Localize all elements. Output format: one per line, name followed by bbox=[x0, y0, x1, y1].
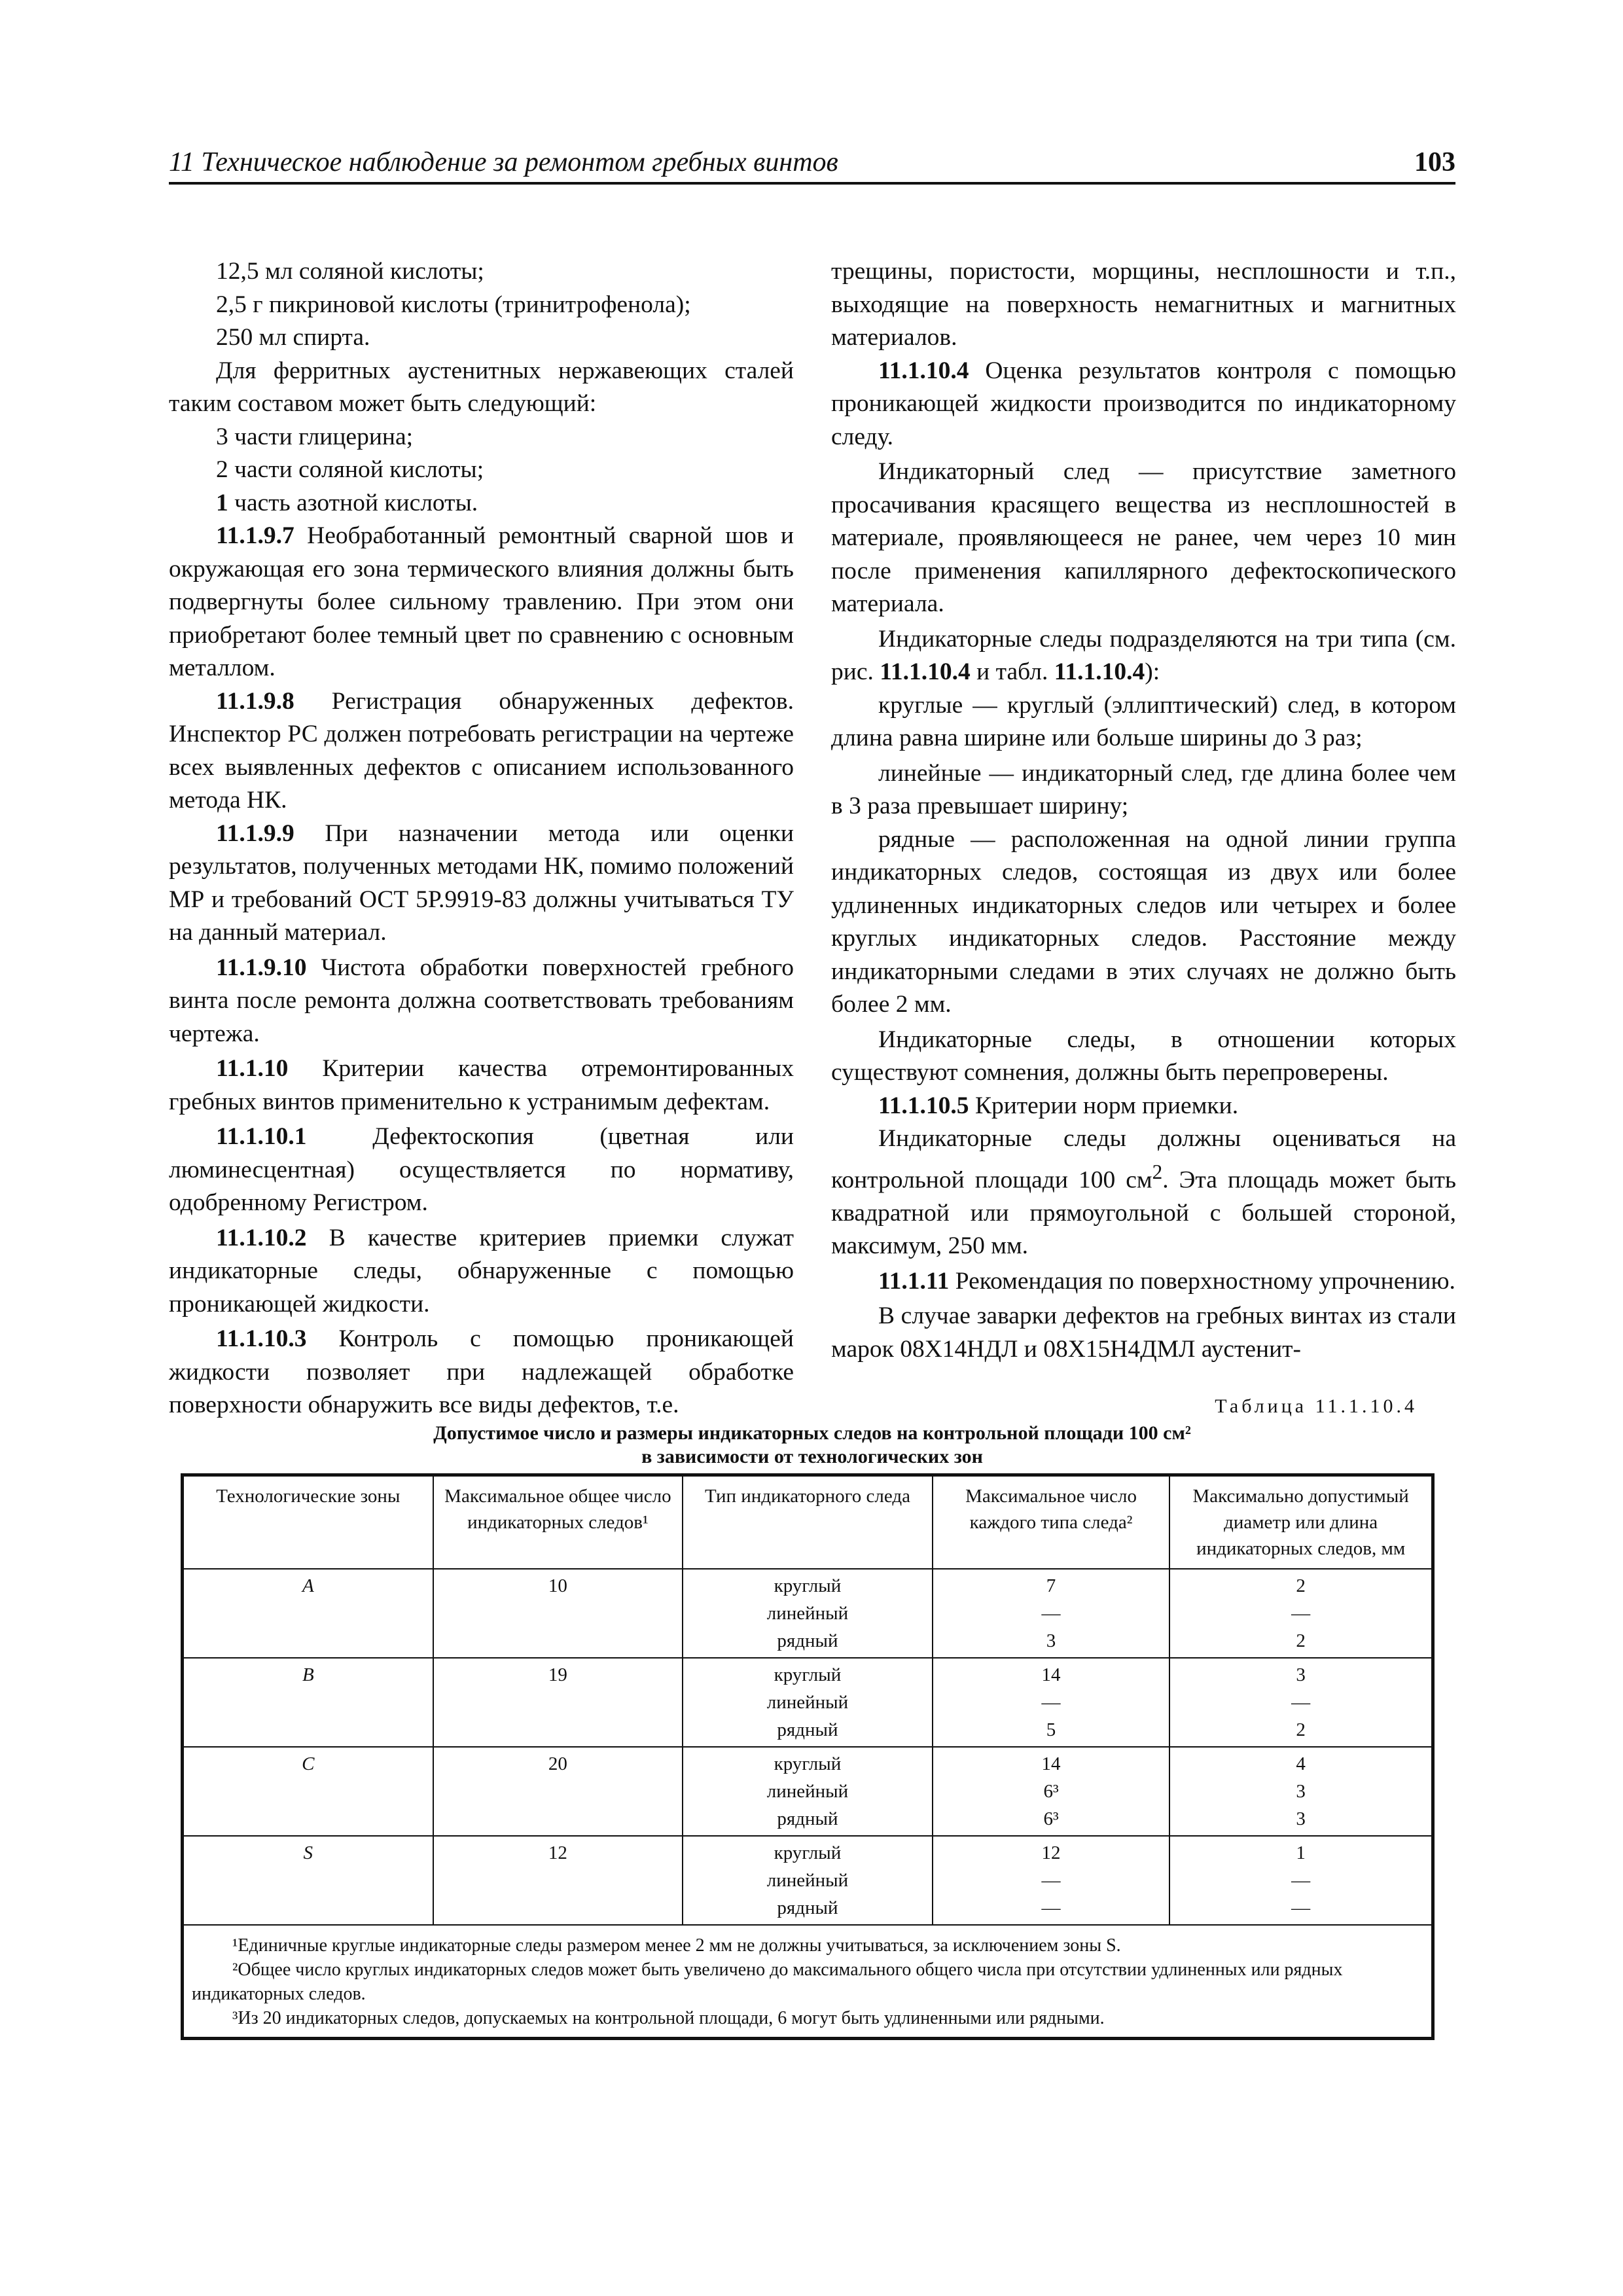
header-count: Максимальное число каждого типа следа² bbox=[933, 1476, 1170, 1569]
footnote: ³Из 20 индикаторных следов, допускаемых на контрольной площади, 6 могут быть удлиненными или рядными. bbox=[232, 2008, 1105, 2028]
table-notes-row bbox=[183, 1925, 1432, 2037]
count-value: 6³ bbox=[1043, 1781, 1059, 1802]
count-value: 7 bbox=[1046, 1575, 1056, 1596]
section-number: 11.1.10.5 bbox=[878, 1092, 969, 1119]
page-number: 103 bbox=[1414, 147, 1455, 177]
section-text: Оценка результатов контроля с помощью проникающей жидкости производится по индикаторному следу. bbox=[831, 357, 1456, 450]
paragraph-doubt: Индикаторные следы, в отношении которых существуют сомнения, должны быть перепроверены. bbox=[831, 1026, 1456, 1086]
reagent-text: часть азотной кислоты. bbox=[228, 489, 478, 516]
total-cell: 12 bbox=[433, 1836, 683, 1925]
section-text: Чистота обработки поверхностей гребного винта после ремонта должна соответствовать требованиям чертежа. bbox=[169, 954, 794, 1047]
table-reference: 11.1.10.4 bbox=[1054, 658, 1145, 685]
section-11-1-9-8 bbox=[169, 685, 794, 817]
section-text: Критерии качества отремонтированных гребных винтов применительно к устранимым дефектам. bbox=[169, 1055, 794, 1115]
reagent-line: 3 части глицерина; bbox=[216, 423, 414, 450]
page-header bbox=[169, 143, 1455, 185]
section-number: 11.1.11 bbox=[878, 1267, 950, 1295]
section-text: Регистрация обнаруженных дефектов. Инспектор РС должен потребовать регистрации на чертеже всех выявленных дефектов с описанием использованного метода НК. bbox=[169, 687, 794, 814]
reagent-count: 1 bbox=[216, 489, 228, 516]
size-value: — bbox=[1291, 1603, 1311, 1624]
text-run: и табл. bbox=[970, 658, 1054, 685]
section-11-1-9-9 bbox=[169, 817, 794, 950]
count-value: — bbox=[1041, 1692, 1061, 1713]
reagent-line: 2,5 г пикриновой кислоты (тринитрофенола); bbox=[216, 291, 691, 318]
size-value: — bbox=[1291, 1692, 1311, 1713]
size-value: 3 bbox=[1296, 1808, 1306, 1829]
count-value: 6³ bbox=[1043, 1808, 1059, 1829]
caption-line: в зависимости от технологических зон bbox=[641, 1446, 983, 1467]
count-value: — bbox=[1041, 1603, 1061, 1624]
table-row bbox=[183, 1569, 1432, 1658]
total-cell: 19 bbox=[433, 1658, 683, 1747]
paragraph-linear: линейные — индикаторный след, где длина более чем в 3 раза превышает ширину; bbox=[831, 759, 1456, 819]
section-text: При назначении метода или оценки результатов, полученных методами НК, помимо положений МР и требований ОСТ 5Р.9919-83 должны учитываться ТУ на данный материал. bbox=[169, 819, 794, 946]
footnote: ²Общее число круглых индикаторных следов может быть увеличено до максимального общего числа при отсутствии удлиненных или рядных индикаторных следов. bbox=[192, 1960, 1343, 2004]
count-cell bbox=[933, 1747, 1170, 1836]
left-column bbox=[169, 255, 794, 1422]
table-footnotes bbox=[183, 1925, 1432, 2037]
reagent-line: 2 части соляной кислоты; bbox=[216, 456, 484, 483]
count-cell bbox=[933, 1658, 1170, 1747]
reagent-line bbox=[169, 487, 794, 520]
table-caption bbox=[169, 1422, 1455, 1469]
table-header-row bbox=[183, 1476, 1432, 1569]
section-11-1-11 bbox=[831, 1265, 1456, 1299]
size-value: 2 bbox=[1296, 1575, 1306, 1596]
count-value: — bbox=[1041, 1870, 1061, 1891]
type-cell bbox=[683, 1658, 933, 1747]
type-cell bbox=[683, 1747, 933, 1836]
table-row bbox=[183, 1747, 1432, 1836]
count-value: 5 bbox=[1046, 1719, 1056, 1740]
type-row: рядный bbox=[777, 1897, 838, 1918]
figure-reference: 11.1.10.4 bbox=[880, 658, 971, 685]
section-text: Необработанный ремонтный сварной шов и окружающая его зона термического влияния должны быть подвергнуты более сильному травлению. При этом они приобретают более темный цвет по сравнению с основным металлом. bbox=[169, 522, 794, 681]
type-linear: линейный bbox=[766, 1781, 849, 1802]
size-cell bbox=[1169, 1658, 1432, 1747]
caption-line: Допустимое число и размеры индикаторных следов на контрольной площади 100 см² bbox=[433, 1422, 1191, 1444]
section-number: 11.1.9.7 bbox=[216, 522, 294, 549]
section-text: Контроль с помощью проникающей жидкости позволяет при надлежащей обработке поверхности обнаружить все виды дефектов, т.е. bbox=[169, 1325, 794, 1418]
type-linear: линейный bbox=[766, 1603, 849, 1624]
section-number: 11.1.10.2 bbox=[216, 1224, 307, 1251]
section-11-1-9-10 bbox=[169, 952, 794, 1051]
total-cell: 10 bbox=[433, 1569, 683, 1658]
zone-cell: S bbox=[183, 1836, 433, 1925]
count-value: — bbox=[1041, 1897, 1061, 1918]
section-11-1-10-5 bbox=[831, 1090, 1456, 1123]
size-value: — bbox=[1291, 1897, 1311, 1918]
section-number: 11.1.10.1 bbox=[216, 1123, 307, 1150]
text-run: . Эта площадь может быть квадратной или прямоугольной с большей стороной, максимум, 250 мм. bbox=[831, 1166, 1456, 1259]
size-value: 2 bbox=[1296, 1719, 1306, 1740]
size-value: — bbox=[1291, 1870, 1311, 1891]
superscript: 2 bbox=[1152, 1160, 1163, 1183]
size-cell bbox=[1169, 1747, 1432, 1836]
size-value: 2 bbox=[1296, 1630, 1306, 1651]
size-cell bbox=[1169, 1569, 1432, 1658]
type-cell bbox=[683, 1569, 933, 1658]
section-11-1-10-2 bbox=[169, 1222, 794, 1321]
count-value: 14 bbox=[1041, 1664, 1061, 1685]
type-round: круглый bbox=[774, 1842, 842, 1863]
type-row: рядный bbox=[777, 1719, 838, 1740]
type-round: круглый bbox=[774, 1753, 842, 1774]
type-linear: линейный bbox=[766, 1692, 849, 1713]
paragraph-trace-types bbox=[831, 623, 1456, 689]
paragraph-row: рядные — расположенная на одной линии группа индикаторных следов, состоящая из двух или более удлиненных индикаторных следов или четырех и более круглых индикаторных следов. Расстояние между индикаторными следами в этих случаях не должно быть более 2 мм. bbox=[831, 825, 1456, 1018]
size-value: 3 bbox=[1296, 1781, 1306, 1802]
paragraph-trace-definition: Индикаторный след — присутствие заметного просачивания красящего вещества из несплошностей в материале, проявляющееся не ранее, чем через 10 мин после применения капиллярного дефектоскопического материала. bbox=[831, 458, 1456, 617]
table-row bbox=[183, 1658, 1432, 1747]
paragraph-ferritic: Для ферритных аустенитных нержавеющих сталей таким составом может быть следующий: bbox=[169, 357, 794, 417]
right-column bbox=[831, 255, 1456, 1366]
reagent-line: 12,5 мл соляной кислоты; bbox=[216, 258, 484, 285]
header-type: Тип индикаторного следа bbox=[683, 1476, 933, 1569]
reagent-line: 250 мл спирта. bbox=[216, 324, 370, 351]
type-round: круглый bbox=[774, 1664, 842, 1685]
section-text: В качестве критериев приемки служат индикаторные следы, обнаруженные с помощью проникающей жидкости. bbox=[169, 1224, 794, 1318]
size-value: 4 bbox=[1296, 1753, 1306, 1774]
section-number: 11.1.10.4 bbox=[878, 357, 969, 384]
header-total: Максимальное общее число индикаторных следов¹ bbox=[433, 1476, 683, 1569]
count-value: 14 bbox=[1041, 1753, 1061, 1774]
paragraph-continuation: трещины, пористости, морщины, несплошности и т.п., выходящие на поверхность немагнитных и магнитных материалов. bbox=[831, 258, 1456, 351]
section-11-1-9-7 bbox=[169, 520, 794, 685]
count-value: 12 bbox=[1041, 1842, 1061, 1863]
size-value: 3 bbox=[1296, 1664, 1306, 1685]
section-number: 11.1.9.10 bbox=[216, 954, 307, 981]
section-text: Дефектоскопия (цветная или люминесцентная) осуществляется по нормативу, одобренному Регистром. bbox=[169, 1123, 794, 1216]
size-cell bbox=[1169, 1836, 1432, 1925]
section-number: 11.1.10.3 bbox=[216, 1325, 307, 1352]
text-run: ): bbox=[1145, 658, 1160, 685]
section-number: 11.1.10 bbox=[216, 1055, 289, 1082]
total-cell: 20 bbox=[433, 1747, 683, 1836]
count-cell bbox=[933, 1569, 1170, 1658]
type-linear: линейный bbox=[766, 1870, 849, 1891]
section-11-1-10-1 bbox=[169, 1121, 794, 1220]
count-cell bbox=[933, 1836, 1170, 1925]
paragraph-round: круглые — круглый (эллиптический) след, в котором длина равна ширине или больше ширины до 3 раз; bbox=[831, 691, 1456, 751]
size-value: 1 bbox=[1296, 1842, 1306, 1863]
count-value: 3 bbox=[1046, 1630, 1056, 1651]
paragraph-control-area bbox=[831, 1122, 1456, 1263]
header-zones: Технологические зоны bbox=[183, 1476, 433, 1569]
type-row: рядный bbox=[777, 1808, 838, 1829]
table-grid bbox=[183, 1475, 1433, 2038]
zone-cell: A bbox=[183, 1569, 433, 1658]
paragraph-welding: В случае заварки дефектов на гребных винтах из стали марок 08Х14НДЛ и 08Х15Н4ДМЛ аустенит- bbox=[831, 1302, 1456, 1363]
zone-cell: C bbox=[183, 1747, 433, 1836]
header-size: Максимально допустимый диаметр или длина индикаторных следов, мм bbox=[1169, 1476, 1432, 1569]
section-text: Рекомендация по поверхностному упрочнению. bbox=[949, 1267, 1455, 1295]
running-title: 11 Техническое наблюдение за ремонтом гребных винтов bbox=[169, 147, 838, 177]
footnote: ¹Единичные круглые индикаторные следы размером менее 2 мм не должны учитываться, за исключением зоны S. bbox=[232, 1935, 1121, 1956]
type-cell bbox=[683, 1836, 933, 1925]
type-row: рядный bbox=[777, 1630, 838, 1651]
section-number: 11.1.9.9 bbox=[216, 819, 294, 847]
section-number: 11.1.9.8 bbox=[216, 687, 294, 715]
section-11-1-10 bbox=[169, 1052, 794, 1119]
type-round: круглый bbox=[774, 1575, 842, 1596]
table-row bbox=[183, 1836, 1432, 1925]
text-run: Индикаторные следы должны оцениваться на контрольной площади 100 см bbox=[831, 1125, 1456, 1193]
section-text: Критерии норм приемки. bbox=[969, 1092, 1239, 1119]
zone-cell: B bbox=[183, 1658, 433, 1747]
section-11-1-10-4 bbox=[831, 355, 1456, 454]
table-label: Таблица 11.1.10.4 bbox=[1215, 1395, 1418, 1417]
text-run: Индикаторные следы подразделяются на три типа (см. рис. bbox=[831, 625, 1456, 685]
criteria-table bbox=[181, 1473, 1435, 2040]
